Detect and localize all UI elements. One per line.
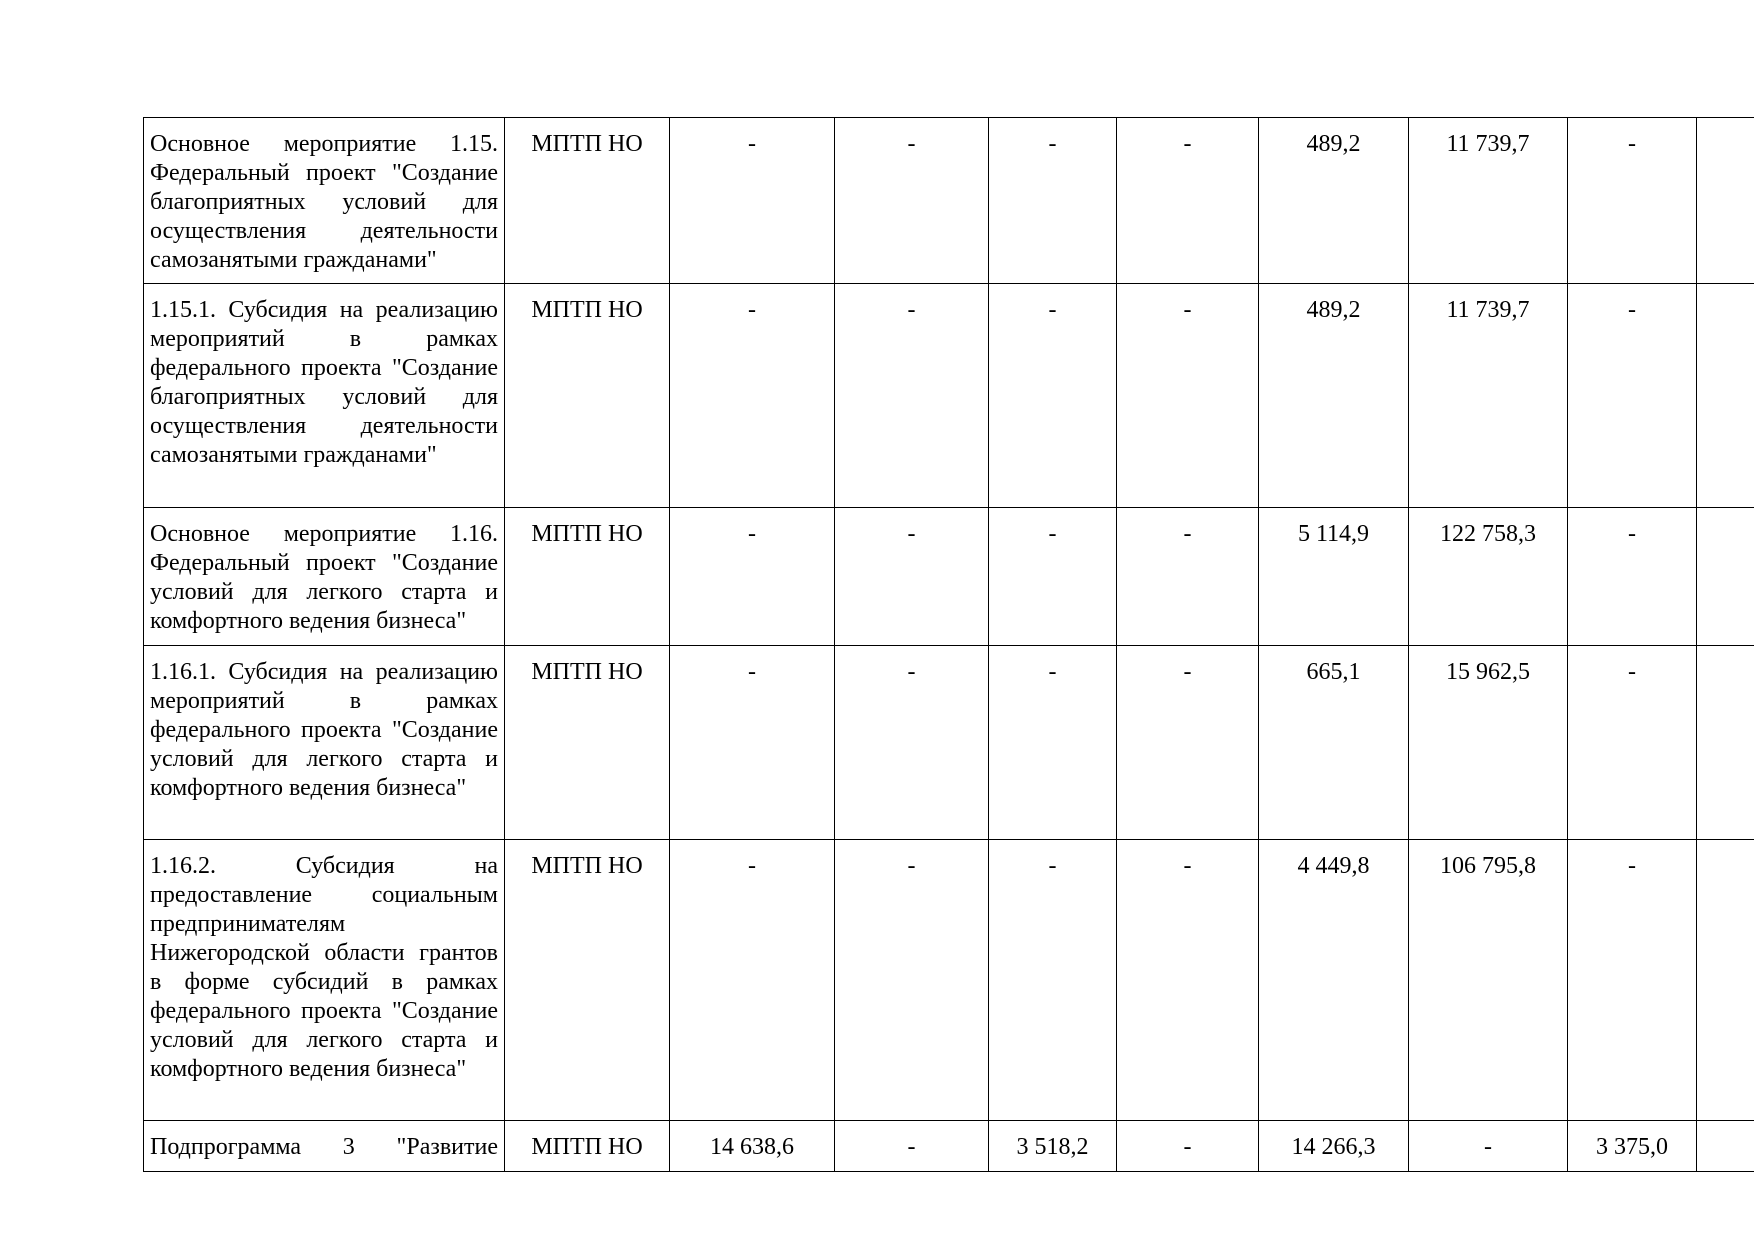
value-cell: 106 795,8 [1409, 840, 1568, 1121]
value-cell: - [835, 840, 989, 1121]
table-row [144, 1121, 1754, 1172]
value-cell: - [670, 284, 835, 508]
value-cell: - [1117, 840, 1259, 1121]
value-cell: - [835, 284, 989, 508]
value-cell: - [670, 118, 835, 284]
value-cell: - [670, 646, 835, 840]
table-row [144, 118, 1754, 284]
value-cell: - [989, 284, 1117, 508]
row-description: Подпрограмма 3 "Развитие [144, 1121, 505, 1172]
table-row [144, 284, 1754, 508]
value-cell [1697, 1121, 1754, 1172]
table-row [144, 646, 1754, 840]
value-cell: - [1117, 508, 1259, 646]
value-cell: 5 114,9 [1259, 508, 1409, 646]
value-cell [1697, 508, 1754, 646]
value-cell: - [1117, 646, 1259, 840]
value-cell: 15 962,5 [1409, 646, 1568, 840]
value-cell [1697, 284, 1754, 508]
value-cell: - [1568, 508, 1697, 646]
value-cell: 3 518,2 [989, 1121, 1117, 1172]
value-cell: - [989, 118, 1117, 284]
value-cell: - [989, 646, 1117, 840]
value-cell: - [1568, 284, 1697, 508]
value-cell: - [989, 840, 1117, 1121]
financing-table [143, 117, 1754, 1172]
row-executor: МПТП НО [505, 508, 670, 646]
row-description: Основное мероприятие 1.16. Федеральный проект "Создание условий для легкого старта и комфортного ведения бизнеса" [144, 508, 505, 646]
row-description: Основное мероприятие 1.15. Федеральный проект "Создание благоприятных условий для осуществления деятельности самозанятыми гражданами" [144, 118, 505, 284]
value-cell: 11 739,7 [1409, 118, 1568, 284]
row-executor: МПТП НО [505, 840, 670, 1121]
value-cell [1697, 840, 1754, 1121]
value-cell: - [1117, 1121, 1259, 1172]
value-cell: - [835, 646, 989, 840]
value-cell: 122 758,3 [1409, 508, 1568, 646]
value-cell: 4 449,8 [1259, 840, 1409, 1121]
value-cell: 14 266,3 [1259, 1121, 1409, 1172]
value-cell: 3 375,0 [1568, 1121, 1697, 1172]
value-cell: - [835, 1121, 989, 1172]
value-cell: - [1117, 118, 1259, 284]
value-cell: 489,2 [1259, 118, 1409, 284]
value-cell [1697, 646, 1754, 840]
row-description: 1.16.2. Субсидия на предоставление социальным предпринимателям Нижегородской области грантов в форме субсидий в рамках федерального проекта "Создание условий для легкого старта и комфортного ведения бизнеса" [144, 840, 505, 1121]
value-cell: 489,2 [1259, 284, 1409, 508]
value-cell [1697, 118, 1754, 284]
row-executor: МПТП НО [505, 1121, 670, 1172]
value-cell: - [835, 508, 989, 646]
value-cell: - [835, 118, 989, 284]
row-description: 1.15.1. Субсидия на реализацию мероприятий в рамках федерального проекта "Создание благоприятных условий для осуществления деятельности самозанятыми гражданами" [144, 284, 505, 508]
table-row [144, 508, 1754, 646]
value-cell: 14 638,6 [670, 1121, 835, 1172]
row-executor: МПТП НО [505, 646, 670, 840]
row-description: 1.16.1. Субсидия на реализацию мероприятий в рамках федерального проекта "Создание условий для легкого старта и комфортного ведения бизнеса" [144, 646, 505, 840]
value-cell: - [670, 508, 835, 646]
value-cell: - [1568, 646, 1697, 840]
value-cell: - [1568, 118, 1697, 284]
value-cell: - [1568, 840, 1697, 1121]
value-cell: - [1409, 1121, 1568, 1172]
row-executor: МПТП НО [505, 118, 670, 284]
value-cell: - [670, 840, 835, 1121]
table-row [144, 840, 1754, 1121]
value-cell: - [989, 508, 1117, 646]
value-cell: - [1117, 284, 1259, 508]
value-cell: 665,1 [1259, 646, 1409, 840]
value-cell: 11 739,7 [1409, 284, 1568, 508]
row-executor: МПТП НО [505, 284, 670, 508]
